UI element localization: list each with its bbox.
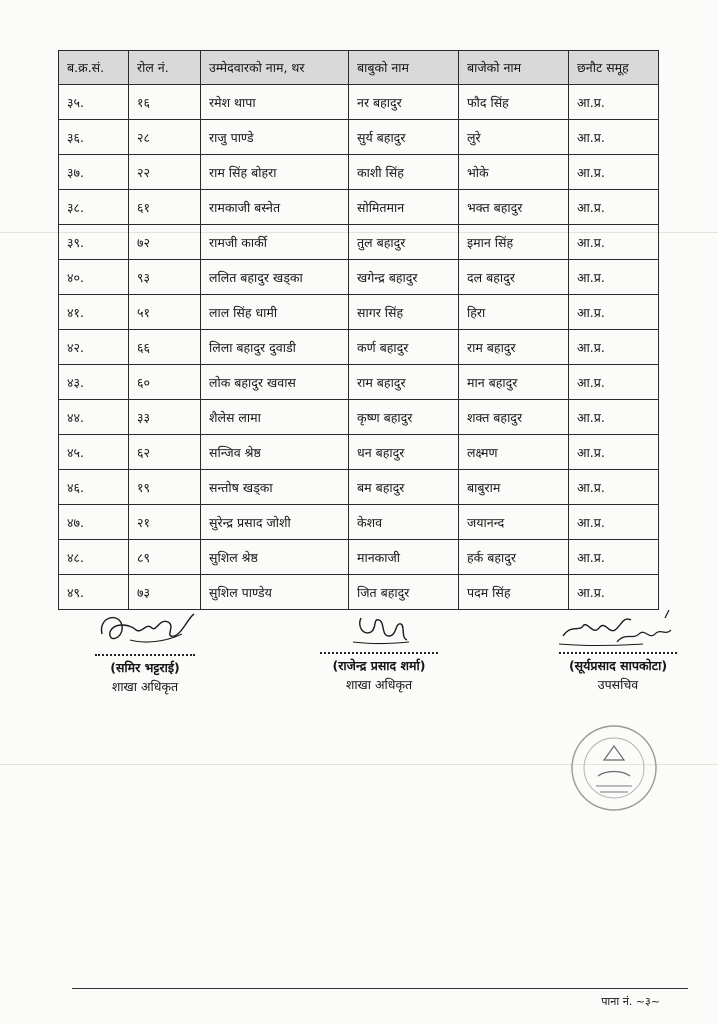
roll-no: ५१ (129, 295, 201, 330)
grandfather-name: बाबुराम (459, 470, 569, 505)
header-roll-no: रोल नं. (129, 51, 201, 85)
roll-no: ६० (129, 365, 201, 400)
roll-no: २१ (129, 505, 201, 540)
table-row (59, 365, 659, 400)
signature-line (559, 652, 677, 654)
selection-group: आ.प्र. (569, 540, 659, 575)
father-name: खगेन्द्र बहादुर (349, 260, 459, 295)
table-row (59, 155, 659, 190)
candidate-name: रामकाजी बस्नेत (201, 190, 349, 225)
grandfather-name: पदम सिंह (459, 575, 569, 610)
table-row (59, 295, 659, 330)
table-row (59, 190, 659, 225)
father-name: कर्ण बहादुर (349, 330, 459, 365)
grandfather-name: राम बहादुर (459, 330, 569, 365)
header-candidate-name: उम्मेदवारको नाम, थर (201, 51, 349, 85)
grandfather-name: शक्त बहादुर (459, 400, 569, 435)
table-header-row (59, 51, 659, 85)
father-name: काशी सिंह (349, 155, 459, 190)
selection-group: आ.प्र. (569, 365, 659, 400)
signatory-name: (सूर्यप्रसाद सापकोटा) (568, 658, 668, 673)
selection-group: आ.प्र. (569, 295, 659, 330)
selection-group: आ.प्र. (569, 120, 659, 155)
grandfather-name: लुरे (459, 120, 569, 155)
father-name: जित बहादुर (349, 575, 459, 610)
signatory-title: उपसचिव (597, 677, 639, 692)
roll-no: ९३ (129, 260, 201, 295)
signatory-name: (राजेन्द्र प्रसाद शर्मा) (332, 658, 426, 673)
grandfather-name: दल बहादुर (459, 260, 569, 295)
table-row (59, 225, 659, 260)
serial-no: ३७. (59, 155, 129, 190)
serial-no: ४३. (59, 365, 129, 400)
table-row (59, 120, 659, 155)
roll-no: २२ (129, 155, 201, 190)
father-name: बम बहादुर (349, 470, 459, 505)
roll-no: १९ (129, 470, 201, 505)
signature-mark (339, 606, 419, 650)
signature-block-deputy-secretary (548, 606, 688, 693)
father-name: कृष्ण बहादुर (349, 400, 459, 435)
candidate-name: लिला बहादुर दुवाडी (201, 330, 349, 365)
selection-group: आ.प्र. (569, 330, 659, 365)
father-name: केशव (349, 505, 459, 540)
roll-no: २८ (129, 120, 201, 155)
candidate-name: राम सिंह बोहरा (201, 155, 349, 190)
table-row (59, 85, 659, 120)
selection-group: आ.प्र. (569, 225, 659, 260)
candidate-results-table (58, 50, 659, 610)
father-name: सुर्य बहादुर (349, 120, 459, 155)
serial-no: ४१. (59, 295, 129, 330)
footer-rule (72, 988, 688, 989)
father-name: सोमितमान (349, 190, 459, 225)
header-grandfather-name: बाजेको नाम (459, 51, 569, 85)
grandfather-name: हर्क बहादुर (459, 540, 569, 575)
official-seal-stamp (568, 722, 660, 814)
roll-no: ७३ (129, 575, 201, 610)
roll-no: ६१ (129, 190, 201, 225)
grandfather-name: भोके (459, 155, 569, 190)
serial-no: ३९. (59, 225, 129, 260)
father-name: तुल बहादुर (349, 225, 459, 260)
father-name: राम बहादुर (349, 365, 459, 400)
candidate-name: सुशिल श्रेष्ठ (201, 540, 349, 575)
table-row (59, 400, 659, 435)
serial-no: ४०. (59, 260, 129, 295)
grandfather-name: मान बहादुर (459, 365, 569, 400)
signature-mark (90, 604, 200, 652)
header-selection-group: छनौट समूह (569, 51, 659, 85)
table-row (59, 260, 659, 295)
selection-group: आ.प्र. (569, 505, 659, 540)
selection-group: आ.प्र. (569, 575, 659, 610)
candidate-name: लाल सिंह धामी (201, 295, 349, 330)
father-name: धन बहादुर (349, 435, 459, 470)
grandfather-name: जयानन्द (459, 505, 569, 540)
selection-group: आ.प्र. (569, 400, 659, 435)
roll-no: १६ (129, 85, 201, 120)
header-serial-no: ब.क्र.सं. (59, 51, 129, 85)
selection-group: आ.प्र. (569, 435, 659, 470)
grandfather-name: भक्त बहादुर (459, 190, 569, 225)
grandfather-name: लक्ष्मण (459, 435, 569, 470)
candidate-name: रामजी कार्की (201, 225, 349, 260)
selection-group: आ.प्र. (569, 85, 659, 120)
candidate-name: ललित बहादुर खड्का (201, 260, 349, 295)
selection-group: आ.प्र. (569, 155, 659, 190)
table-row (59, 540, 659, 575)
header-father-name: बाबुको नाम (349, 51, 459, 85)
candidate-name: राजु पाण्डे (201, 120, 349, 155)
serial-no: ४७. (59, 505, 129, 540)
roll-no: ६६ (129, 330, 201, 365)
father-name: मानकाजी (349, 540, 459, 575)
table-row (59, 470, 659, 505)
candidate-name: सन्तोष खड्का (201, 470, 349, 505)
table-row (59, 505, 659, 540)
serial-no: ४४. (59, 400, 129, 435)
father-name: नर बहादुर (349, 85, 459, 120)
father-name: सागर सिंह (349, 295, 459, 330)
selection-group: आ.प्र. (569, 470, 659, 505)
roll-no: ६२ (129, 435, 201, 470)
roll-no: ७२ (129, 225, 201, 260)
serial-no: ४५. (59, 435, 129, 470)
serial-no: ३८. (59, 190, 129, 225)
table-row (59, 435, 659, 470)
serial-no: ३६. (59, 120, 129, 155)
grandfather-name: फौद सिंह (459, 85, 569, 120)
signature-block-section-officer-1 (75, 604, 215, 695)
signature-line (320, 652, 438, 654)
candidate-name: रमेश थापा (201, 85, 349, 120)
serial-no: ४२. (59, 330, 129, 365)
signatory-title: शाखा अधिकृत (111, 679, 179, 694)
candidate-name: सुरेन्द्र प्रसाद जोशी (201, 505, 349, 540)
serial-no: ४८. (59, 540, 129, 575)
signatory-title: शाखा अधिकृत (345, 677, 413, 692)
page-number: पाना नं. ~३~ (601, 995, 660, 1008)
grandfather-name: इमान सिंह (459, 225, 569, 260)
candidate-name: सन्जिव श्रेष्ठ (201, 435, 349, 470)
candidate-name: लोक बहादुर खवास (201, 365, 349, 400)
signatory-name: (समिर भट्टराई) (110, 660, 180, 675)
grandfather-name: हिरा (459, 295, 569, 330)
candidate-name: सुशिल पाण्डेय (201, 575, 349, 610)
signature-line (95, 654, 195, 656)
selection-group: आ.प्र. (569, 260, 659, 295)
serial-no: ३५. (59, 85, 129, 120)
signature-mark (553, 606, 683, 650)
signature-block-section-officer-2 (305, 606, 453, 693)
candidate-name: शैलेस लामा (201, 400, 349, 435)
table-row (59, 330, 659, 365)
roll-no: ८९ (129, 540, 201, 575)
serial-no: ४९. (59, 575, 129, 610)
roll-no: ३३ (129, 400, 201, 435)
serial-no: ४६. (59, 470, 129, 505)
selection-group: आ.प्र. (569, 190, 659, 225)
